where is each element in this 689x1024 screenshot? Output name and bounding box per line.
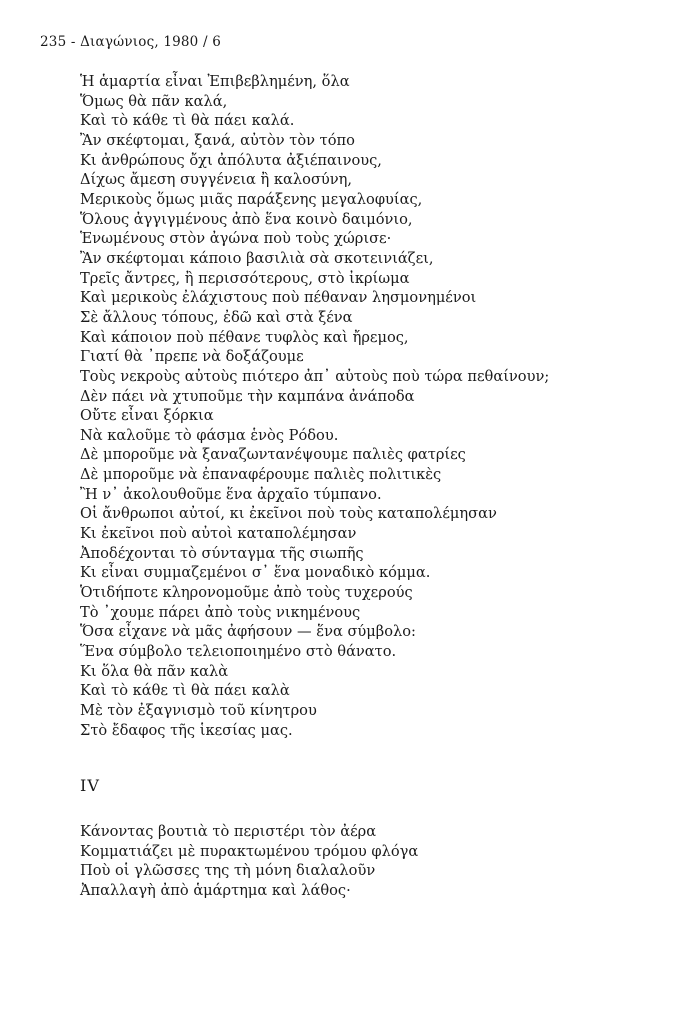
poem-line: Μερικοὺς ὅμως μιᾶς παράξενης μεγαλοφυίας,: [80, 190, 423, 208]
poem-line: Κι ἐκεῖνοι ποὺ αὐτοὶ καταπολέμησαν: [80, 525, 357, 543]
poem-line: Τοὺς νεκροὺς αὐτοὺς πιότερο ἀπ᾽ αὐτοὺς ποὺ τώρα πεθαίνουν;: [80, 367, 550, 385]
poem-line: Δὲν πάει νὰ χτυποῦμε τὴν καμπάνα ἀνάποδα: [80, 387, 415, 405]
poem-line: Οἱ ἄνθρωποι αὐτοί, κι ἐκεῖνοι ποὺ τοὺς καταπολέμησαν: [80, 505, 497, 523]
poem-line: Σὲ ἄλλους τόπους, ἐδῶ καὶ στὰ ξένα: [80, 308, 353, 326]
poem-line: Καὶ τὸ κάθε τὶ θὰ πάει καλά.: [80, 112, 295, 130]
poem-line: Ἡ ἁμαρτία εἶναι Ἐπιβεβλημένη, ὅλα: [80, 73, 350, 90]
poem-line: Ἂν σκέφτομαι κάποιο βασιλιὰ σὰ σκοτεινιάζει,: [80, 249, 434, 267]
poem-line: Στὸ ἔδαφος τῆς ἱκεσίας μας.: [80, 721, 293, 739]
poem-line: Καὶ κάποιον ποὺ πέθανε τυφλὸς καὶ ἤρεμος,: [80, 328, 409, 346]
poem-line: Ἂν σκέφτομαι, ξανά, αὐτὸν τὸν τόπο: [80, 131, 355, 149]
poem-line: Κομματιάζει μὲ πυρακτωμένου τρόμου φλόγα: [80, 842, 419, 860]
poem-line: Δὲ μποροῦμε νὰ ξαναζωντανέψουμε παλιὲς φατρίες: [80, 446, 466, 464]
poem-line: Ἕνα σύμβολο τελειοποιημένο στὸ θάνατο.: [80, 643, 397, 661]
poem-line: Ἑνωμένους στὸν ἀγώνα ποὺ τοὺς χώρισε·: [80, 230, 392, 248]
poem-line: Κι ὅλα θὰ πᾶν καλὰ: [80, 662, 229, 680]
poem-line: Τὸ ᾽χουμε πάρει ἀπὸ τοὺς νικημένους: [80, 603, 361, 621]
poem-line: Οὔτε εἶναι ξόρκια: [80, 407, 214, 425]
poem-line: Νὰ καλοῦμε τὸ φάσμα ἑνὸς Ρόδου.: [80, 426, 339, 444]
poem-line: Ποὺ οἱ γλῶσσες της τὴ μόνη διαλαλοῦν: [80, 862, 376, 880]
poem-line: Δίχως ἄμεση συγγένεια ἢ καλοσύνη,: [80, 171, 353, 189]
poem-line: Καὶ τὸ κάθε τὶ θὰ πάει καλὰ: [80, 682, 290, 700]
section-numeral: IV: [80, 776, 100, 795]
poem-stanza-1: [80, 72, 660, 740]
poem-line: Ὅλους ἀγγιγμένους ἀπὸ ἕνα κοινὸ δαιμόνιο,: [80, 210, 413, 228]
poem-line: Κι εἶναι συμμαζεμένοι σ᾽ ἕνα μοναδικὸ κόμμα.: [80, 564, 431, 582]
poem-line: Ὁτιδήποτε κληρονομοῦμε ἀπὸ τοὺς τυχερούς: [80, 584, 413, 602]
poem-line: Κάνοντας βουτιὰ τὸ περιστέρι τὸν ἀέρα: [80, 823, 377, 840]
poem-line: Τρεῖς ἄντρες, ἢ περισσότερους, στὸ ἰκρίωμα: [80, 269, 410, 287]
poem-line: Ὅμως θὰ πᾶν καλά,: [80, 92, 228, 110]
poem-stanza-2: [80, 822, 660, 901]
poem-line: Γιατί θὰ ᾽πρεπε νὰ δοξάζουμε: [80, 348, 304, 366]
running-head: 235 - Διαγώνιος, 1980 / 6: [40, 34, 221, 50]
poem-line: Κι ἀνθρώπους ὄχι ἀπόλυτα ἀξιέπαινους,: [80, 151, 382, 169]
poem-line: Μὲ τὸν ἐξαγνισμὸ τοῦ κίνητρου: [80, 702, 317, 719]
poem-line: Ἢ ν᾽ ἀκολουθοῦμε ἕνα ἀρχαῖο τύμπανο.: [80, 485, 382, 503]
poem-line: Ἀποδέχονται τὸ σύνταγμα τῆς σιωπῆς: [80, 544, 364, 562]
poem-line: Ὅσα εἶχανε νὰ μᾶς ἀφήσουν — ἕνα σύμβολο:: [80, 623, 416, 641]
poem-line: Ἀπαλλαγὴ ἀπὸ ἁμάρτημα καὶ λάθος·: [80, 881, 351, 899]
poem-line: Δὲ μποροῦμε νὰ ἐπαναφέρουμε παλιὲς πολιτικὲς: [80, 466, 442, 484]
poem-line: Καὶ μερικοὺς ἐλάχιστους ποὺ πέθαναν λησμονημένοι: [80, 289, 477, 307]
